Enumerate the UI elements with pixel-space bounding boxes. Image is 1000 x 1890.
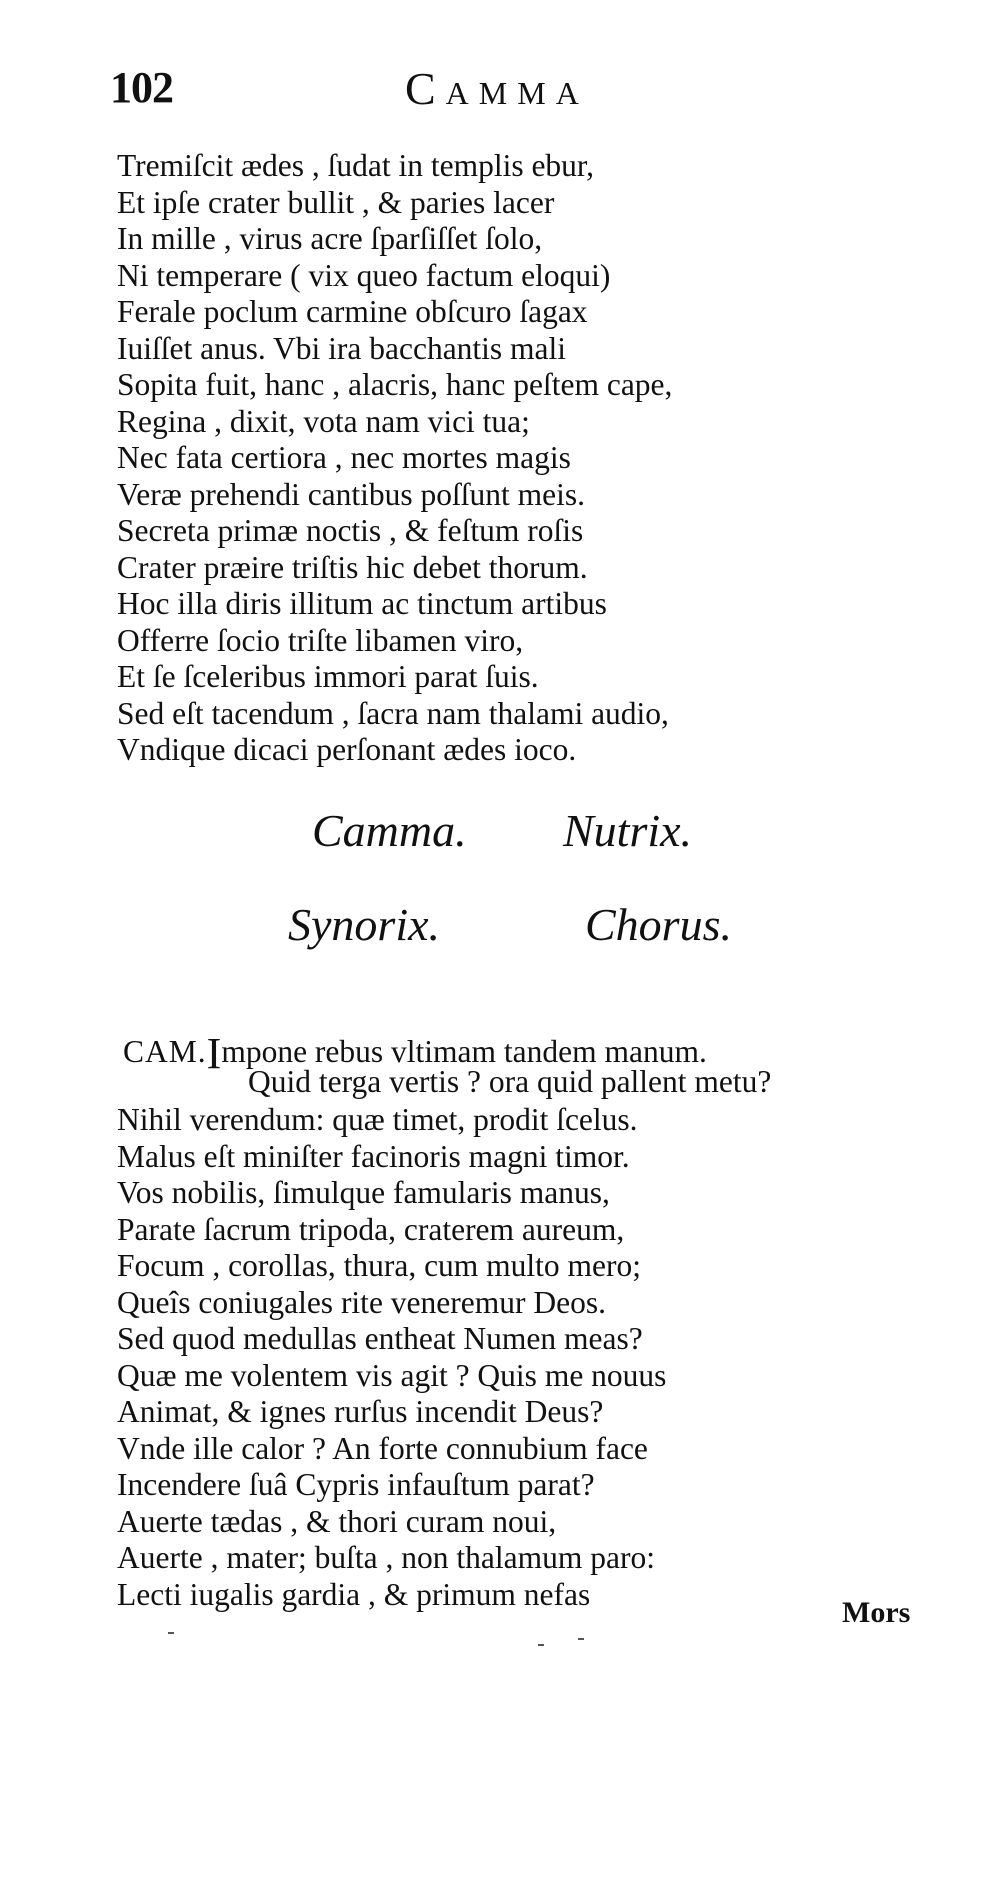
verse-line: Et ſe ſceleribus immori parat ſuis.: [117, 659, 539, 694]
verse-line: Ni temperare ( vix queo factum eloqui): [117, 257, 611, 293]
speck-mark: [578, 1638, 584, 1640]
verse-line: Tremiſcit ædes , ſudat in templis ebur,: [117, 148, 595, 183]
verse-line: Auerte , mater; buſta , non thalamum paro:: [117, 1540, 655, 1575]
verse-line: Crater præire triſtis hic debet thorum.: [117, 549, 588, 585]
drop-initial: I: [206, 1029, 222, 1078]
verse-line: Ferale poclum carmine obſcuro ſagax: [117, 294, 588, 329]
verse-line: Auerte tædas , & thori curam noui,: [117, 1503, 557, 1539]
verse-line: Quæ me volentem vis agit ? Quis me nouus: [117, 1357, 667, 1393]
character-name: Nutrix.: [563, 805, 693, 856]
verse-line: Sopita fuit, hanc , alacris, hanc peſtem cape,: [117, 367, 673, 402]
verse-block-speech: [117, 1102, 666, 1613]
character-name: Synorix.: [288, 899, 441, 950]
character-name: Chorus.: [585, 899, 732, 950]
page-header: [0, 62, 1000, 122]
verse-line: Veræ prehendi cantibus poſſunt meis.: [117, 476, 586, 512]
verse-line: Malus eſt miniſter facinoris magni timor.: [117, 1138, 630, 1174]
verse-line: Vnde ille calor ? An forte connubium face: [117, 1430, 648, 1466]
verse-line: mpone rebus vltimam tandem manum.: [221, 1034, 707, 1069]
verse-line: Secreta primæ noctis , & feſtum roſis: [117, 513, 584, 548]
character-name: Camma.: [312, 805, 467, 856]
speck-mark: [168, 1632, 174, 1634]
verse-line: Sed quod medullas entheat Numen meas?: [117, 1321, 643, 1356]
verse-line: Regina , dixit, vota nam vici tua;: [117, 403, 530, 439]
speaker-label: CAM.: [123, 1034, 207, 1069]
speck-mark: [538, 1644, 544, 1646]
verse-block-opening: [117, 148, 672, 769]
verse-line: Offerre ſocio triſte libamen viro,: [117, 622, 524, 658]
catchword: Mors: [842, 1596, 911, 1629]
verse-line: Nihil verendum: quæ timet, prodit ſcelus.: [117, 1102, 638, 1137]
verse-line: Queîs coniugales rite veneremur Deos.: [117, 1284, 606, 1320]
verse-line: Animat, & ignes rurſus incendit Deus?: [117, 1394, 604, 1429]
verse-line: Incendere ſuâ Cypris infauſtum parat?: [117, 1467, 595, 1502]
verse-line: Vos nobilis, ſimulque famularis manus,: [117, 1175, 610, 1210]
verse-line: Iuiſſet anus. Vbi ira bacchantis mali: [117, 330, 567, 366]
verse-line: Nec fata certiora , nec mortes magis: [117, 440, 571, 475]
verse-line: Et ipſe crater bullit , & paries lacer: [117, 184, 555, 220]
running-head: Camma: [405, 63, 589, 114]
verse-line: Parate ſacrum tripoda, craterem aureum,: [117, 1211, 625, 1247]
verse-line: Focum , corollas, thura, cum multo mero;: [117, 1248, 642, 1283]
verse-line: Sed eſt tacendum , ſacra nam thalami audio,: [117, 695, 669, 731]
speech-second-line: Quid terga vertis ? ora quid pallent metu?: [248, 1064, 772, 1099]
verse-line: In mille , virus acre ſparſiſſet ſolo,: [117, 221, 543, 256]
page-number: 102: [110, 63, 173, 112]
verse-line: Vndique dicaci perſonant ædes ioco.: [117, 732, 577, 767]
verse-line: Lecti iugalis gardia , & primum nefas: [117, 1576, 591, 1612]
verse-line: Hoc illa diris illitum ac tinctum artibus: [117, 586, 607, 621]
